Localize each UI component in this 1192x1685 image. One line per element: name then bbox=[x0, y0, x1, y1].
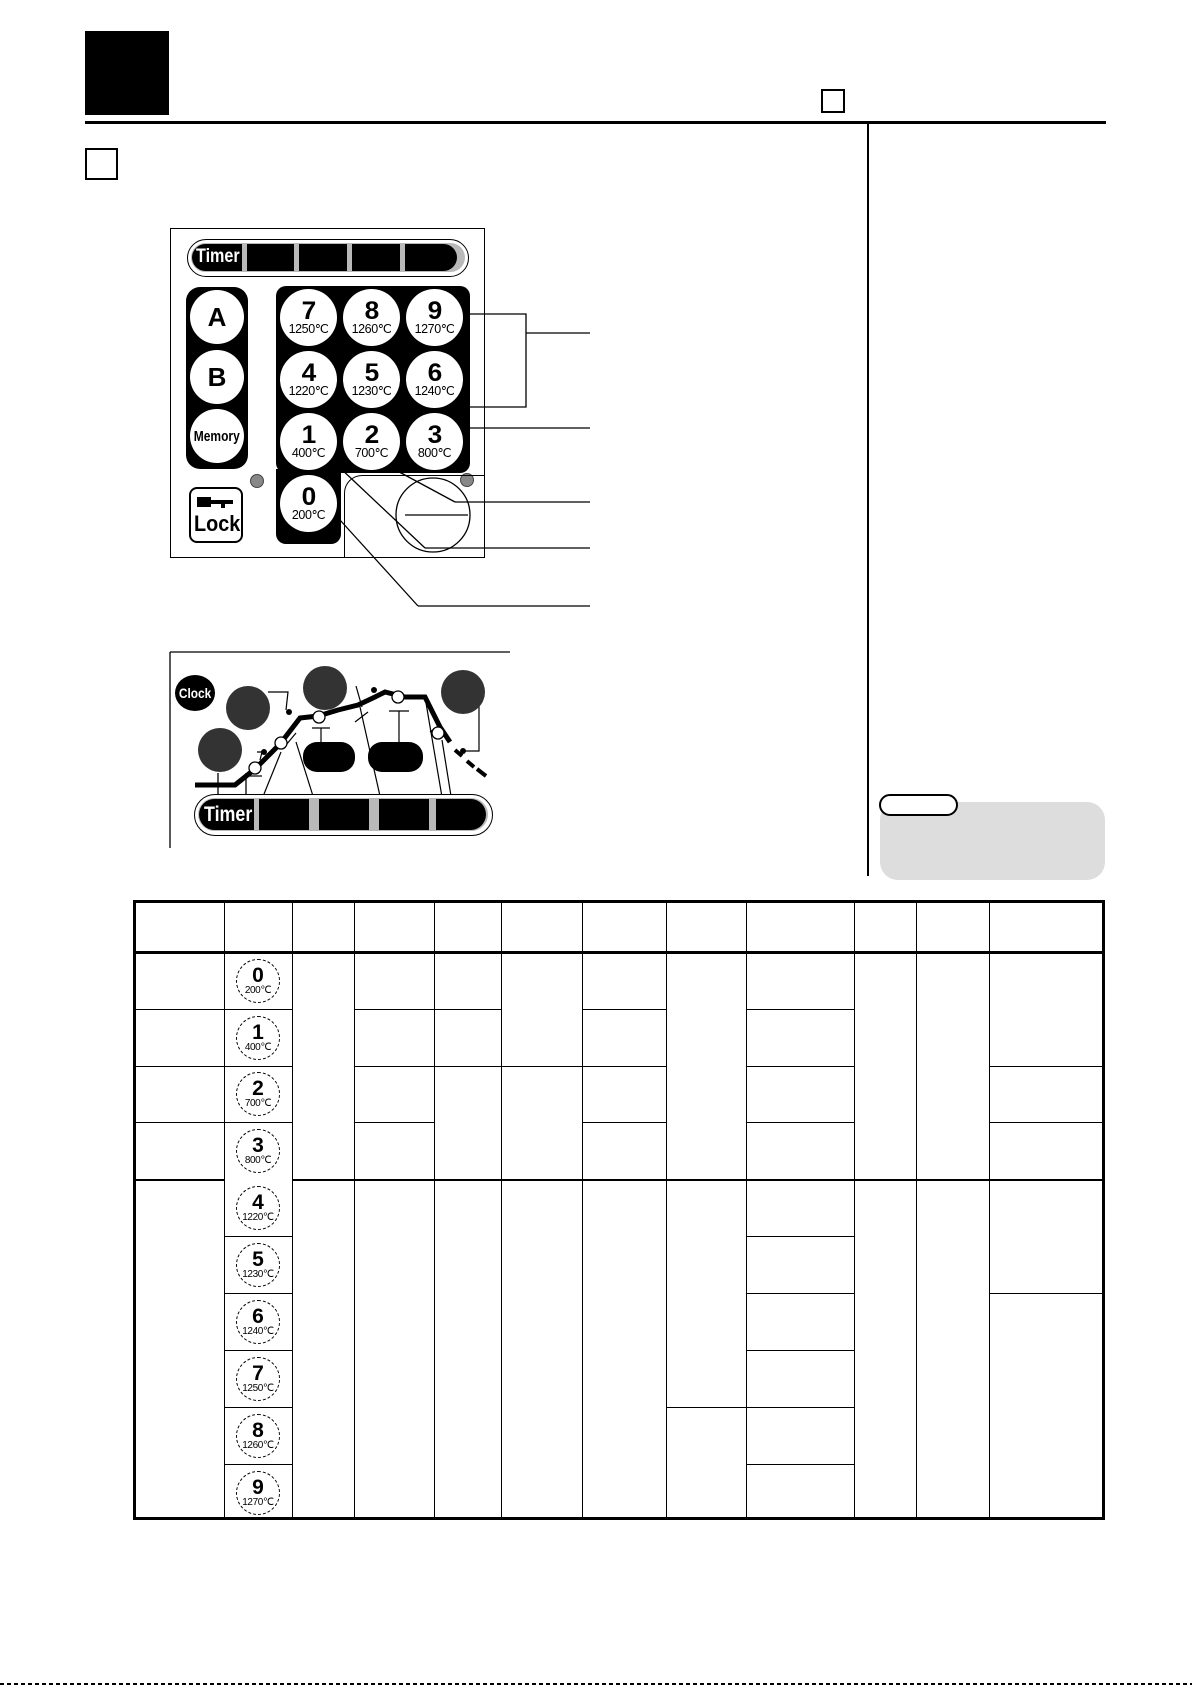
program-button-6[interactable]: 6 1240℃ bbox=[406, 351, 463, 408]
table-row-button: 3 800℃ bbox=[236, 1129, 280, 1173]
program-button-1[interactable]: 1 400℃ bbox=[280, 413, 337, 470]
profile-timer-digit bbox=[319, 799, 369, 830]
table-row-button: 2 700℃ bbox=[236, 1072, 280, 1116]
table-row-button: 5 1230℃ bbox=[236, 1243, 280, 1287]
program-button-7[interactable]: 7 1250℃ bbox=[280, 289, 337, 346]
table-row-button: 4 1220℃ bbox=[236, 1186, 280, 1230]
program-button-2[interactable]: 2 700℃ bbox=[343, 413, 400, 470]
note-tag bbox=[879, 794, 958, 816]
b-button-label: B bbox=[207, 361, 227, 392]
profile-timer-digit bbox=[259, 799, 309, 830]
clock-label: Clock bbox=[178, 685, 212, 701]
table-row-button: 9 1270℃ bbox=[236, 1471, 280, 1515]
table-row-button: 1 400℃ bbox=[236, 1016, 280, 1060]
program-button-5[interactable]: 5 1230℃ bbox=[343, 351, 400, 408]
clock-button[interactable] bbox=[175, 675, 215, 711]
program-button-0[interactable]: 0 200℃ bbox=[280, 475, 337, 532]
table-row-button: 6 1240℃ bbox=[236, 1300, 280, 1344]
program-button-8[interactable]: 8 1260℃ bbox=[343, 289, 400, 346]
program-table bbox=[133, 900, 1105, 1520]
program-button-9[interactable]: 9 1270℃ bbox=[406, 289, 463, 346]
table-row-button: 7 1250℃ bbox=[236, 1357, 280, 1401]
lock-label: Lock bbox=[194, 511, 241, 536]
program-button-4[interactable]: 4 1220℃ bbox=[280, 351, 337, 408]
profile-timer-digit bbox=[379, 799, 429, 830]
table-row-button: 8 1260℃ bbox=[236, 1414, 280, 1458]
table-row-button: 0 200℃ bbox=[236, 959, 280, 1003]
profile-timer-digit bbox=[436, 799, 486, 830]
a-button-label: A bbox=[207, 301, 227, 332]
profile-timer-label: Timer bbox=[204, 803, 253, 826]
profile-timer-display bbox=[194, 794, 493, 836]
program-button-3[interactable]: 3 800℃ bbox=[406, 413, 463, 470]
timer-label: Timer bbox=[196, 246, 240, 267]
memory-button-label: Memory bbox=[193, 427, 241, 445]
